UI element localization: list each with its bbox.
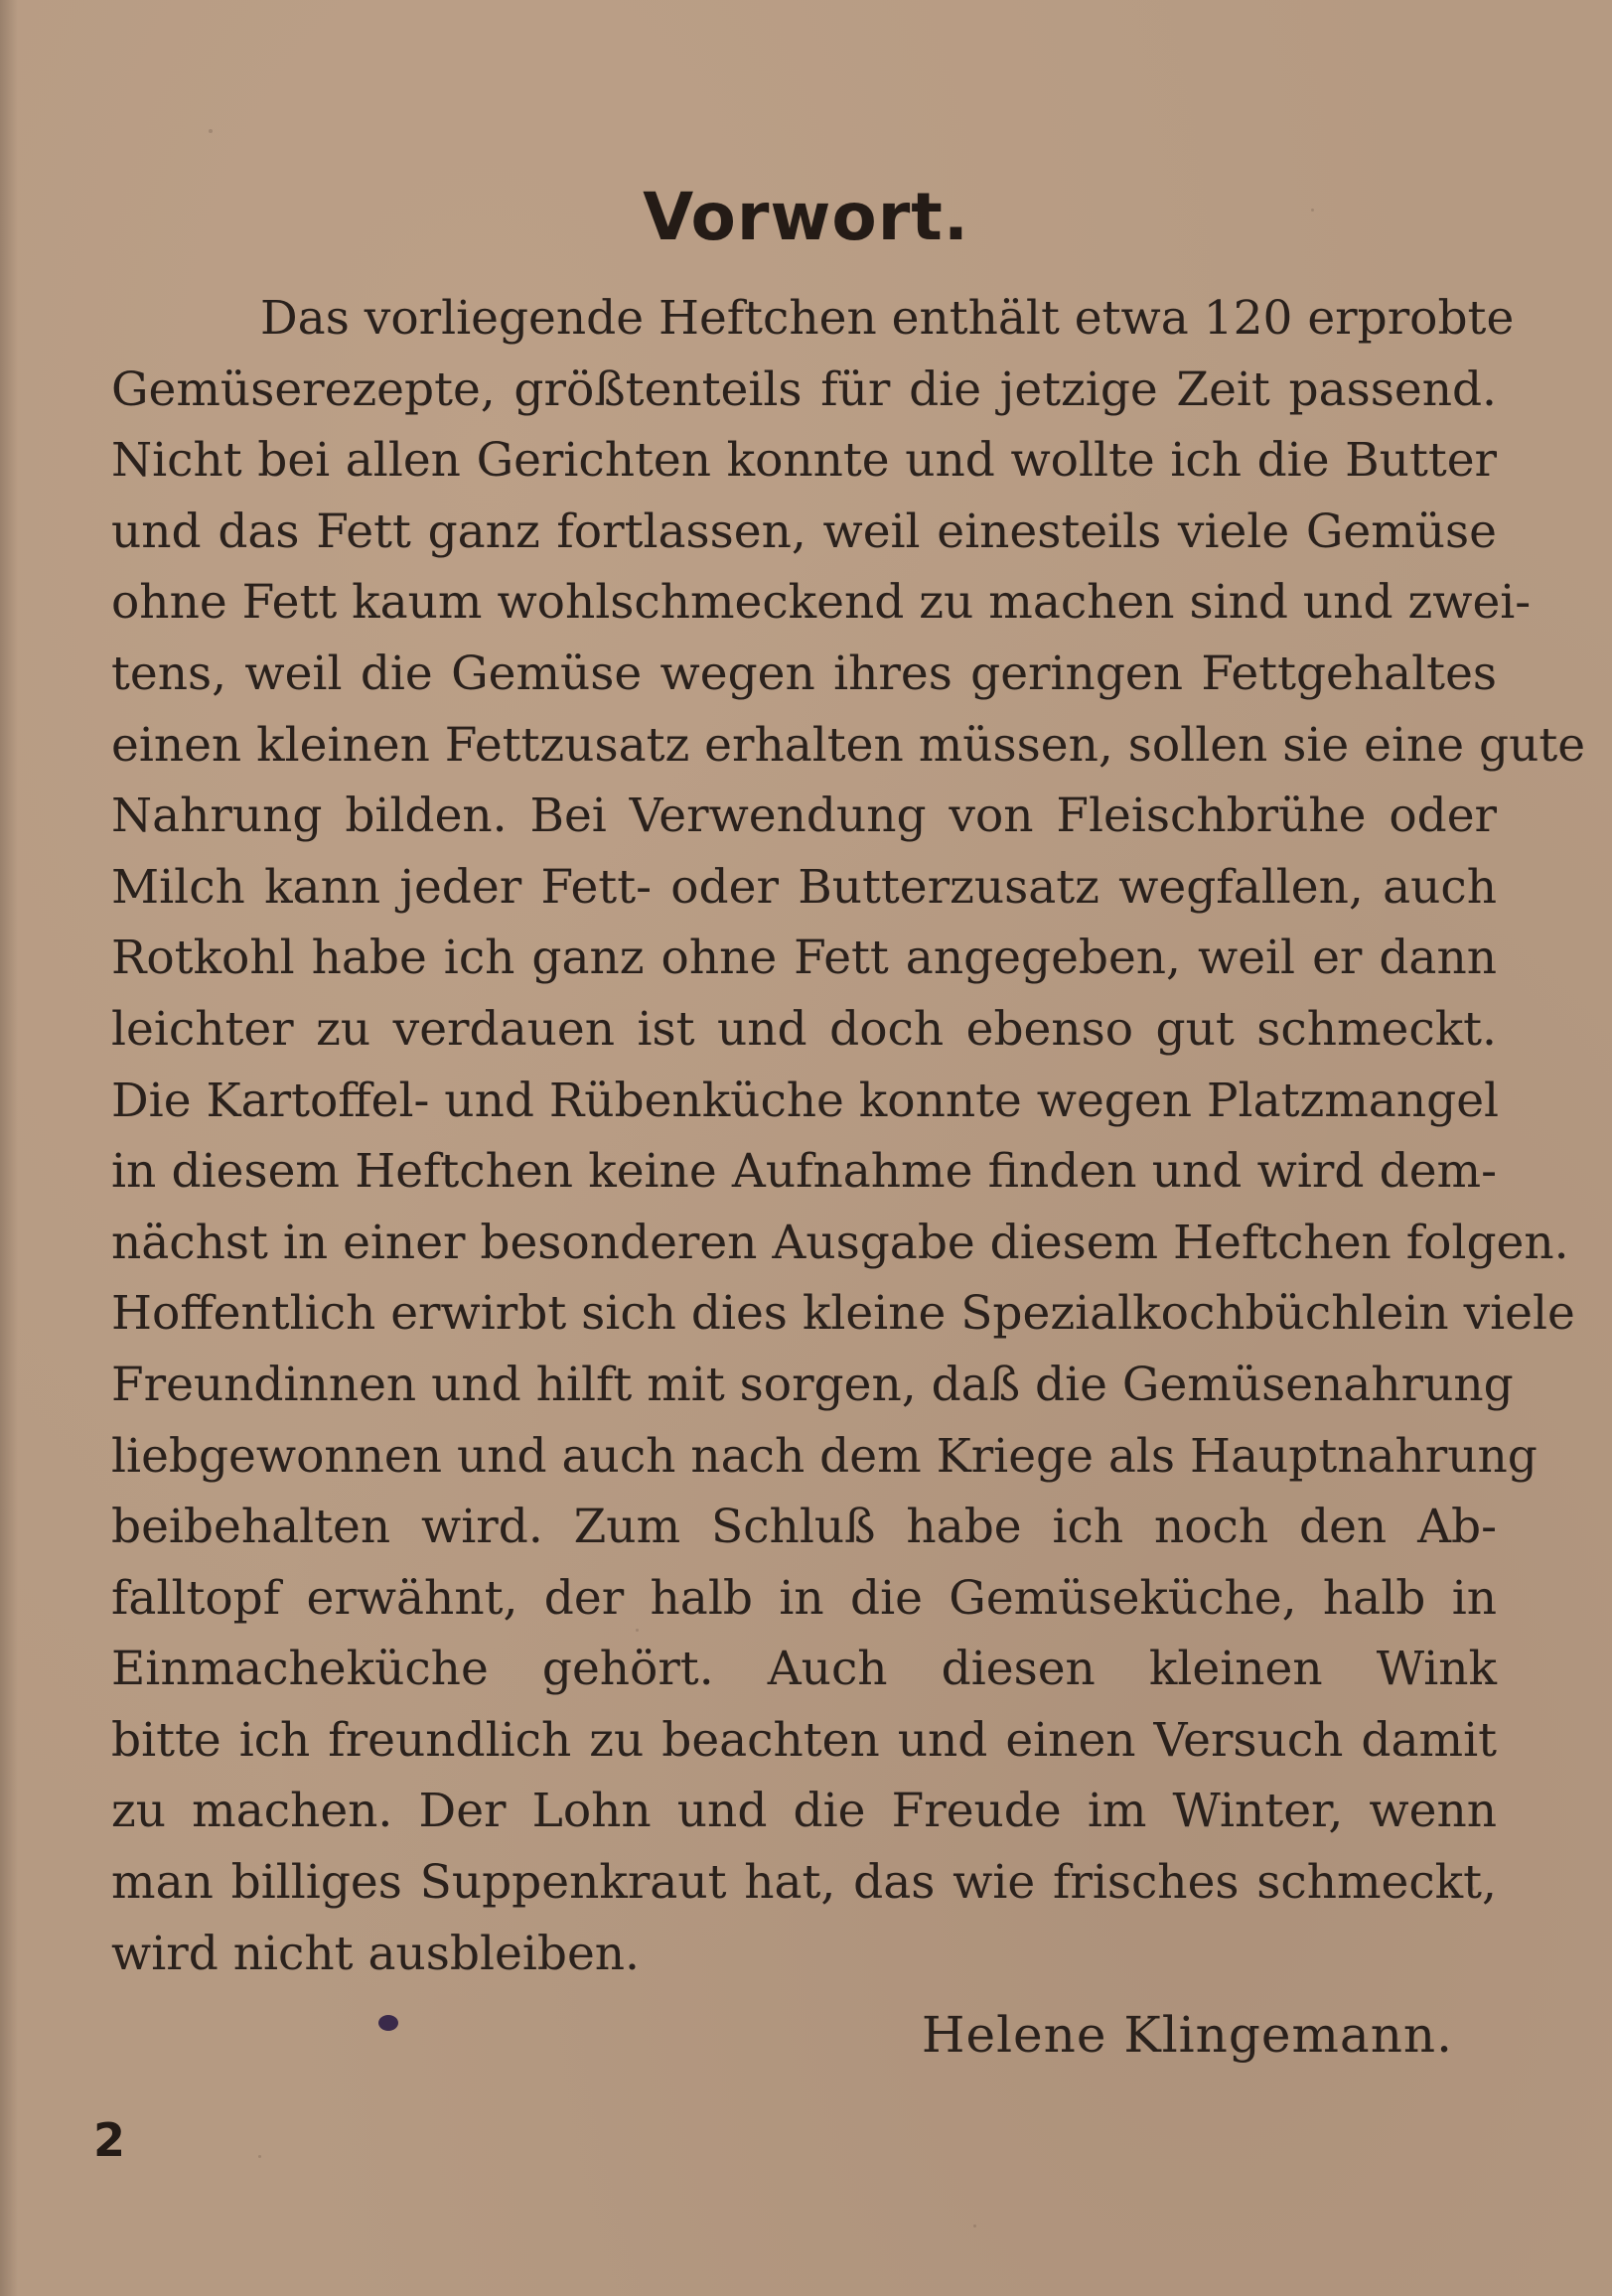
text-line: Freundinnen und hilft mit sorgen, daß die Gemüsenahrung — [111, 1357, 1514, 1412]
text-line: leichter zu verdauen ist und doch ebenso gut schmeckt. — [111, 1001, 1497, 1057]
text-line: Hoffentlich erwirbt sich dies kleine Spezialkochbüchlein viele — [111, 1286, 1575, 1342]
text-line: zu machen. Der Lohn und die Freude im Winter, wenn — [111, 1784, 1497, 1839]
text-line: nächst in einer besonderen Ausgabe diesem Heftchen folgen. — [111, 1215, 1569, 1270]
text-line: falltopf erwähnt, der halb in die Gemüseküche, halb in — [111, 1570, 1497, 1626]
page-edge-shadow — [0, 0, 18, 2296]
text-line: liebgewonnen und auch nach dem Kriege als Hauptnahrung — [111, 1428, 1538, 1484]
page-title: Vorwort. — [643, 179, 969, 255]
text-line: beibehalten wird. Zum Schluß habe ich noch den Ab- — [111, 1500, 1497, 1555]
text-line: Nicht bei allen Gerichten konnte und wollte ich die Butter — [111, 433, 1497, 489]
text-line: tens, weil die Gemüse wegen ihres geringen Fettgehaltes — [111, 646, 1497, 701]
text-line: Das vorliegende Heftchen enthält etwa 120 erprobte — [260, 291, 1515, 346]
text-line: und das Fett ganz fortlassen, weil einesteils viele Gemüse — [111, 503, 1497, 559]
text-line: einen kleinen Fettzusatz erhalten müssen, sollen sie eine gute — [111, 717, 1586, 773]
preface-paragraph — [111, 283, 1586, 1989]
ink-stain — [378, 2015, 398, 2031]
text-line: man billiges Suppenkraut hat, das wie frisches schmeckt, — [111, 1855, 1497, 1911]
page-number: 2 — [93, 2113, 126, 2167]
text-line: wird nicht ausbleiben. — [111, 1926, 640, 1981]
author-signature: Helene Klingemann. — [921, 2006, 1453, 2064]
text-line: ohne Fett kaum wohlschmeckend zu machen sind und zwei- — [111, 575, 1532, 631]
text-line: Einmacheküche gehört. Auch diesen kleinen Wink — [111, 1642, 1497, 1697]
text-line: Nahrung bilden. Bei Verwendung von Fleischbrühe oder — [111, 789, 1497, 844]
text-line: in diesem Heftchen keine Aufnahme finden und wird dem- — [111, 1144, 1497, 1200]
text-line: Gemüserezepte, größtenteils für die jetzige Zeit passend. — [111, 361, 1497, 417]
paper-speck — [209, 129, 213, 133]
text-line: Rotkohl habe ich ganz ohne Fett angegeben, weil er dann — [111, 931, 1497, 986]
text-line: Milch kann jeder Fett- oder Butterzusatz wegfallen, auch — [111, 859, 1497, 915]
paper-speck — [973, 2224, 976, 2227]
text-line: bitte ich freundlich zu beachten und einen Versuch damit — [111, 1712, 1497, 1768]
text-line: Die Kartoffel- und Rübenküche konnte wegen Platzmangel — [111, 1073, 1500, 1128]
paper-speck — [258, 2155, 261, 2158]
